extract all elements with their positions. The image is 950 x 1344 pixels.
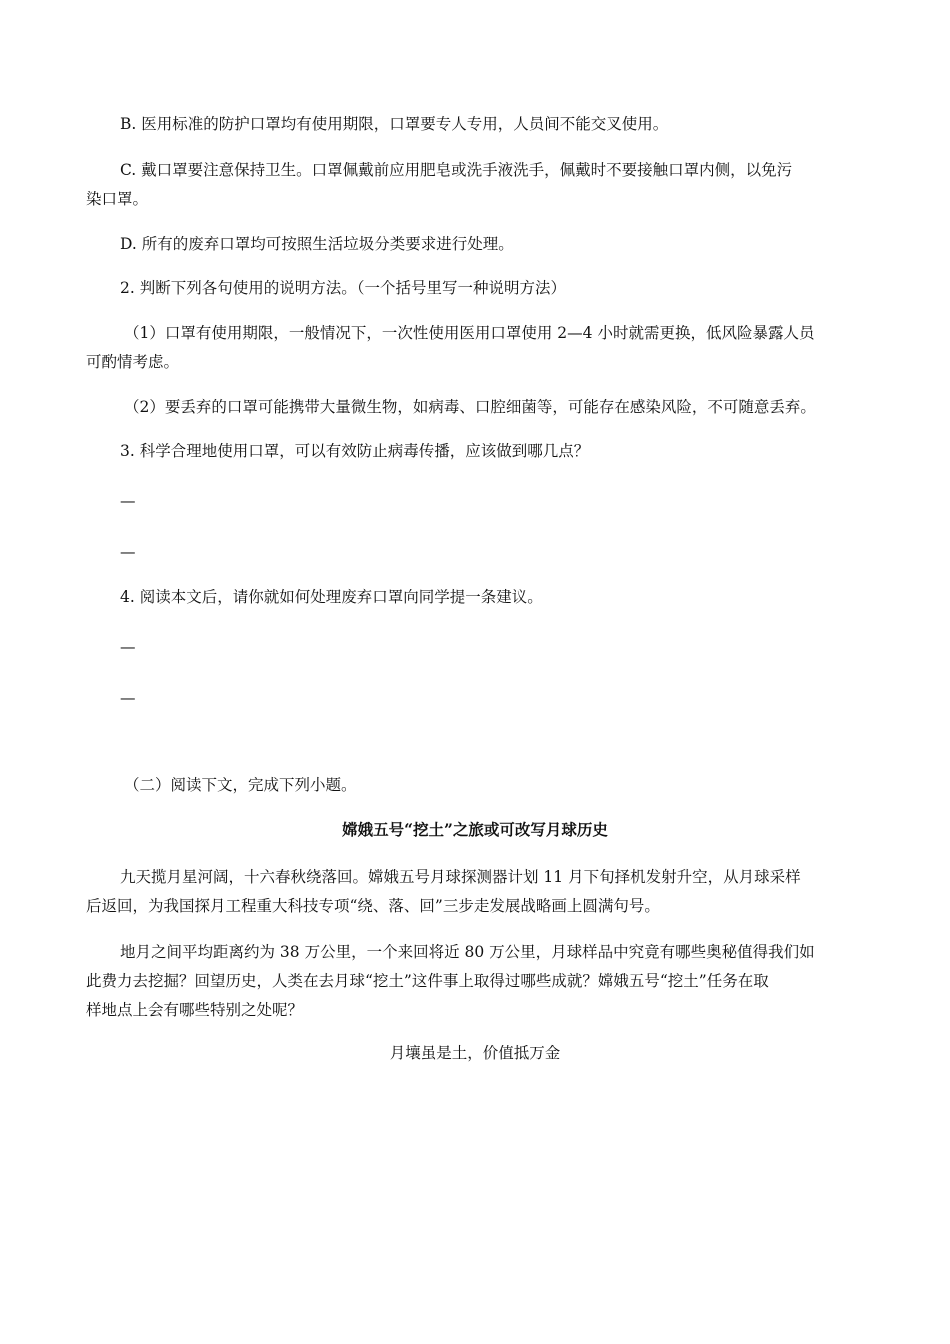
option-c-line-2: 染口罩。 bbox=[86, 190, 149, 208]
question-3-stem: 3. 科学合理地使用口罩，可以有效防止病毒传播，应该做到哪几点？ bbox=[120, 442, 590, 460]
paragraph-1-line-2: 后返回，为我国探月工程重大科技专项“绕、落、回”三步走发展战略画上圆满句号。 bbox=[86, 897, 660, 915]
question-2-sentence-1-line-1: （1）口罩有使用期限，一般情况下，一次性使用医用口罩使用 2—4 小时就需更换，低风险暴露人员 bbox=[124, 324, 815, 342]
paragraph-2-line-3: 样地点上会有哪些特别之处呢？ bbox=[86, 1001, 304, 1019]
section-2-intro: （二）阅读下文，完成下列小题。 bbox=[124, 776, 357, 794]
question-4-answer-blank-1[interactable]: — bbox=[120, 638, 136, 656]
option-b: B. 医用标准的防护口罩均有使用期限，口罩要专人专用，人员间不能交叉使用。 bbox=[120, 115, 669, 133]
paragraph-2-line-1: 地月之间平均距离约为 38 万公里，一个来回将近 80 万公里，月球样品中究竟有哪些奥秘值得我们如 bbox=[120, 943, 815, 961]
option-c-line-1: C. 戴口罩要注意保持卫生。口罩佩戴前应用肥皂或洗手液洗手，佩戴时不要接触口罩内侧，以免污 bbox=[120, 161, 793, 179]
article-title: 嫦娥五号“挖土”之旅或可改写月球历史 bbox=[342, 820, 608, 839]
question-2-stem: 2. 判断下列各句使用的说明方法。（一个括号里写一种说明方法） bbox=[120, 279, 566, 297]
question-3-answer-blank-2[interactable]: — bbox=[120, 543, 136, 561]
question-4-answer-blank-2[interactable]: — bbox=[120, 689, 136, 707]
question-4-stem: 4. 阅读本文后，请你就如何处理废弃口罩向同学提一条建议。 bbox=[120, 588, 543, 606]
paragraph-1-line-1: 九天揽月星河阔，十六春秋绕落回。嫦娥五号月球探测器计划 11 月下旬择机发射升空，从月球采样 bbox=[120, 868, 801, 886]
paragraph-2-line-2: 此费力去挖掘？回望历史，人类在去月球“挖土”这件事上取得过哪些成就？嫦娥五号“挖土”任务在取 bbox=[86, 972, 769, 990]
question-2-sentence-2: （2）要丢弃的口罩可能携带大量微生物，如病毒、口腔细菌等，可能存在感染风险，不可随意丢弃。 bbox=[124, 398, 816, 416]
question-3-answer-blank-1[interactable]: — bbox=[120, 492, 136, 510]
question-2-sentence-1-line-2: 可酌情考虑。 bbox=[86, 353, 180, 371]
option-d: D. 所有的废弃口罩均可按照生活垃圾分类要求进行处理。 bbox=[120, 235, 514, 253]
section-subheading: 月壤虽是土，价值抵万金 bbox=[389, 1044, 561, 1062]
